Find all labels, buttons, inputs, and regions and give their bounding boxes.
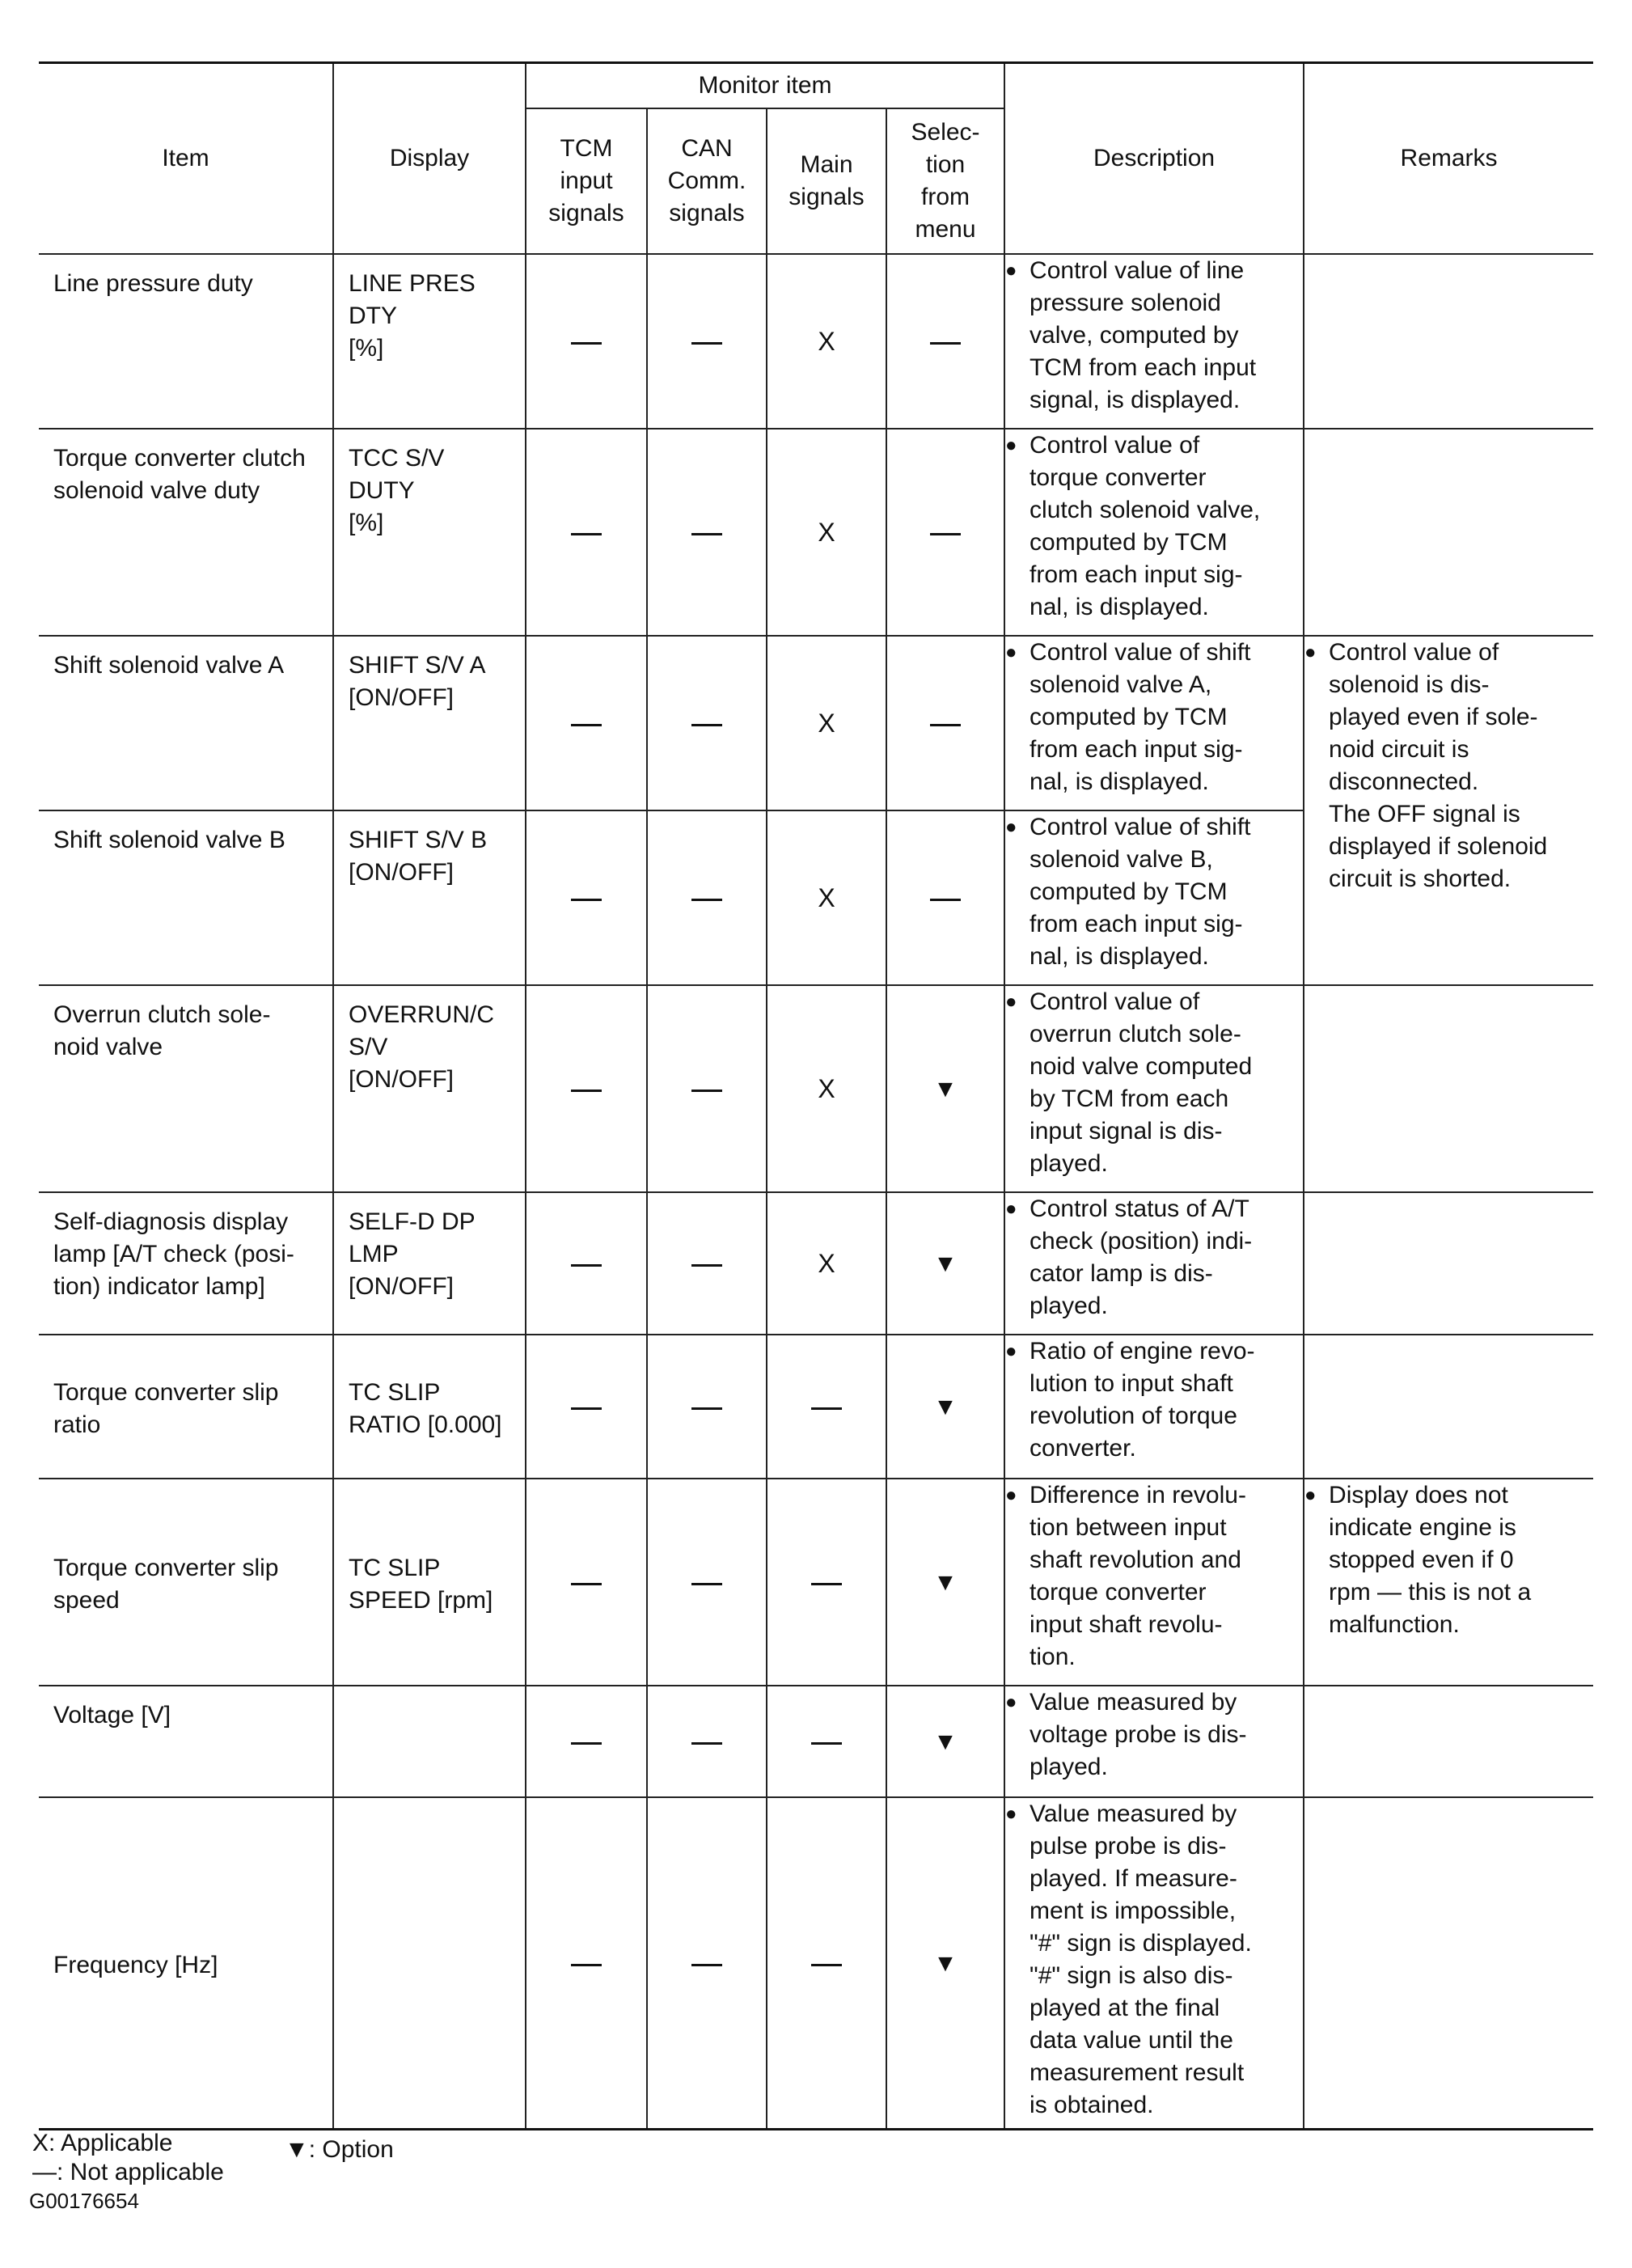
display-text: LINE PRES DTY [%] <box>349 270 476 362</box>
description <box>1005 429 1303 624</box>
item-text: Shift solenoid valve B <box>53 827 285 853</box>
dash-mark <box>811 1964 842 1966</box>
tcm-input-cell <box>526 1686 647 1797</box>
dash-mark <box>571 533 602 535</box>
display-text <box>334 1686 525 1707</box>
display-text: SHIFT S/V A [ON/OFF] <box>349 652 486 711</box>
can-comm-cell <box>647 1335 767 1479</box>
item-text: Torque converter slip ratio <box>53 1379 279 1438</box>
description-text: Ratio of engine revo- lution to input shaft revolution of torque converter. <box>1030 1338 1255 1462</box>
description-cell <box>1004 810 1304 985</box>
option-triangle-icon: ▼ <box>933 1949 958 1977</box>
bullet-icon: ● <box>1005 1484 1017 1506</box>
table-row <box>39 1192 1593 1335</box>
remarks-cell <box>1304 429 1593 636</box>
description <box>1005 1798 1303 2122</box>
item-cell <box>39 985 333 1192</box>
item-cell <box>39 1686 333 1797</box>
bullet-icon: ● <box>1005 434 1017 456</box>
item-cell <box>39 810 333 985</box>
description <box>1005 1479 1303 1673</box>
description-text: Difference in revolu- tion between input shaft revolution and torque converter input shaft revolu- tion. <box>1030 1482 1246 1670</box>
can-comm-cell <box>647 1192 767 1335</box>
bullet-icon: ● <box>1005 641 1017 663</box>
item-cell <box>39 429 333 636</box>
can-comm-cell <box>647 429 767 636</box>
table-body <box>39 254 1593 2129</box>
item-cell <box>39 1479 333 1686</box>
dash-mark <box>691 1407 722 1410</box>
legend-not-applicable: —: Not applicable <box>32 2159 224 2185</box>
selection-menu-cell <box>886 429 1004 636</box>
table-row <box>39 254 1593 429</box>
main-signals-cell <box>767 1335 886 1479</box>
option-triangle-icon: ▼ <box>933 1729 958 1755</box>
remarks-cell <box>1304 1335 1593 1479</box>
dash-mark <box>571 724 602 726</box>
selection-menu-cell <box>886 1335 1004 1479</box>
bullet-icon: ● <box>1005 1340 1017 1362</box>
dash-mark <box>571 1583 602 1585</box>
tcm-input-cell <box>526 429 647 636</box>
applicable-mark: X <box>818 1074 835 1103</box>
item-cell <box>39 254 333 429</box>
header-row <box>39 63 1593 109</box>
bullet-icon: ● <box>1005 1198 1017 1220</box>
item-text: Line pressure duty <box>53 270 253 297</box>
applicable-mark: X <box>818 1249 835 1278</box>
tcm-input-cell <box>526 1192 647 1335</box>
applicable-mark: X <box>818 709 835 738</box>
dash-mark <box>691 724 722 726</box>
selection-menu-cell <box>886 254 1004 429</box>
main-signals-cell <box>767 1686 886 1797</box>
monitor-item-table <box>39 61 1593 2130</box>
remarks <box>1304 1479 1593 1641</box>
dash-mark <box>571 1407 602 1410</box>
display-text: TC SLIP SPEED [rpm] <box>349 1555 493 1614</box>
tcm-input-cell <box>526 636 647 810</box>
dash-mark <box>691 1742 722 1745</box>
description <box>1005 637 1303 798</box>
header-can-comm: CAN Comm. signals <box>647 108 767 254</box>
item-cell <box>39 1335 333 1479</box>
description-cell <box>1004 1797 1304 2129</box>
dash-mark <box>930 724 961 726</box>
main-signals-cell <box>767 1192 886 1335</box>
remarks-cell <box>1304 1192 1593 1335</box>
can-comm-cell <box>647 810 767 985</box>
main-signals-cell <box>767 254 886 429</box>
description <box>1005 986 1303 1180</box>
item-cell <box>39 636 333 810</box>
description-cell <box>1004 1335 1304 1479</box>
selection-menu-cell <box>886 1479 1004 1686</box>
description-cell <box>1004 636 1304 810</box>
display-cell <box>333 810 526 985</box>
header-selection-menu: Selec- tion from menu <box>886 108 1004 254</box>
header-monitor-item: Monitor item <box>526 63 1004 109</box>
dash-mark <box>811 1407 842 1410</box>
header-display: Display <box>333 63 526 255</box>
applicable-mark: X <box>818 327 835 356</box>
header-remarks: Remarks <box>1304 63 1593 255</box>
description-text: Control value of torque converter clutch solenoid valve, computed by TCM from each input sig- nal, is displayed. <box>1030 432 1261 620</box>
description-cell <box>1004 1192 1304 1335</box>
applicable-mark: X <box>818 883 835 912</box>
dash-mark <box>571 1090 602 1092</box>
table-row <box>39 1335 1593 1479</box>
selection-menu-cell <box>886 636 1004 810</box>
description-cell <box>1004 1686 1304 1797</box>
dash-mark <box>691 899 722 901</box>
display-cell <box>333 985 526 1192</box>
remarks-cell <box>1304 985 1593 1192</box>
display-text: OVERRUN/C S/V [ON/OFF] <box>349 1001 495 1093</box>
option-triangle-icon: ▼ <box>933 1250 958 1277</box>
item-cell <box>39 1192 333 1335</box>
header-main-signals: Main signals <box>767 108 886 254</box>
legend-option: ▼: Option <box>285 2136 394 2163</box>
description <box>1005 1335 1303 1465</box>
display-text: SELF-D DP LMP [ON/OFF] <box>349 1208 476 1300</box>
dash-mark <box>691 1090 722 1092</box>
tcm-input-cell <box>526 1479 647 1686</box>
legend-applicable: X: Applicable <box>32 2130 173 2156</box>
remarks-text: Display does not indicate engine is stopped even if 0 rpm — this is not a malfunction. <box>1329 1482 1532 1638</box>
selection-menu-cell <box>886 1192 1004 1335</box>
description-cell <box>1004 985 1304 1192</box>
tcm-input-cell <box>526 985 647 1192</box>
display-cell <box>333 254 526 429</box>
item-text: Self-diagnosis display lamp [A/T check (posi- tion) indicator lamp] <box>53 1208 294 1300</box>
option-triangle-icon: ▼ <box>933 1569 958 1596</box>
bullet-icon: ● <box>1005 991 1017 1013</box>
main-signals-cell <box>767 810 886 985</box>
dash-mark <box>930 533 961 535</box>
remarks-cell <box>1304 1797 1593 2129</box>
dash-mark <box>691 1264 722 1267</box>
dash-mark <box>571 342 602 345</box>
display-text: SHIFT S/V B [ON/OFF] <box>349 827 488 886</box>
item-text: Torque converter slip speed <box>53 1555 279 1614</box>
display-cell <box>333 1686 526 1797</box>
description <box>1005 1193 1303 1322</box>
display-cell <box>333 1335 526 1479</box>
description-text: Value measured by voltage probe is dis- played. <box>1030 1689 1247 1780</box>
can-comm-cell <box>647 1686 767 1797</box>
description-text: Control value of line pressure solenoid valve, computed by TCM from each input signal, is displayed. <box>1030 257 1257 413</box>
remarks-cell <box>1304 1686 1593 1797</box>
dash-mark <box>811 1583 842 1585</box>
dash-mark <box>691 342 722 345</box>
can-comm-cell <box>647 985 767 1192</box>
bullet-icon: ● <box>1005 1691 1017 1713</box>
description-text: Control value of shift solenoid valve A, computed by TCM from each input sig- nal, is displayed. <box>1030 639 1251 795</box>
tcm-input-cell <box>526 1335 647 1479</box>
main-signals-cell <box>767 429 886 636</box>
dash-mark <box>571 1742 602 1745</box>
bullet-icon: ● <box>1304 1484 1317 1506</box>
header-item: Item <box>39 63 333 255</box>
tcm-input-cell <box>526 1797 647 2129</box>
dash-mark <box>811 1742 842 1745</box>
description <box>1005 1686 1303 1784</box>
description-text: Control status of A/T check (position) indi- cator lamp is dis- played. <box>1030 1195 1253 1319</box>
dash-mark <box>571 899 602 901</box>
selection-menu-cell <box>886 810 1004 985</box>
item-text: Voltage [V] <box>53 1702 171 1729</box>
can-comm-cell <box>647 1479 767 1686</box>
table-row <box>39 636 1593 810</box>
display-cell <box>333 1797 526 2129</box>
main-signals-cell <box>767 985 886 1192</box>
bullet-icon: ● <box>1005 816 1017 838</box>
main-signals-cell <box>767 1797 886 2129</box>
can-comm-cell <box>647 254 767 429</box>
main-signals-cell <box>767 1479 886 1686</box>
description-cell <box>1004 429 1304 636</box>
dash-mark <box>691 1964 722 1966</box>
remarks-cell <box>1304 1479 1593 1686</box>
remarks-text: Control value of solenoid is dis- played even if sole- noid circuit is disconnected. The OFF signal is displayed if solenoid circuit is shorted. <box>1329 639 1548 892</box>
description-text: Control value of shift solenoid valve B, computed by TCM from each input sig- nal, is displayed. <box>1030 814 1251 970</box>
dash-mark <box>930 342 961 345</box>
display-cell <box>333 636 526 810</box>
item-text: Shift solenoid valve A <box>53 652 285 679</box>
display-cell <box>333 1479 526 1686</box>
display-cell <box>333 1192 526 1335</box>
bullet-icon: ● <box>1005 1803 1017 1825</box>
description-cell <box>1004 254 1304 429</box>
description-text: Control value of overrun clutch sole- noid valve computed by TCM from each input signal is dis- played. <box>1030 988 1253 1177</box>
tcm-input-cell <box>526 254 647 429</box>
table-row <box>39 985 1593 1192</box>
description <box>1005 811 1303 973</box>
remarks <box>1304 637 1593 895</box>
option-triangle-icon: ▼ <box>933 1076 958 1102</box>
table-row <box>39 429 1593 636</box>
display-text: TCC S/V DUTY [%] <box>349 445 445 536</box>
selection-menu-cell <box>886 985 1004 1192</box>
can-comm-cell <box>647 1797 767 2129</box>
description-text: Value measured by pulse probe is dis- played. If measure- ment is impossible, "#" sign is displayed. "#" sign is also dis- played at the final data value until the measurement result is obtained. <box>1030 1800 1252 2118</box>
item-cell <box>39 1797 333 2129</box>
legend-left <box>32 2129 224 2187</box>
header-description: Description <box>1004 63 1304 255</box>
selection-menu-cell <box>886 1797 1004 2129</box>
display-cell <box>333 429 526 636</box>
applicable-mark: X <box>818 518 835 547</box>
header-tcm-input: TCM input signals <box>526 108 647 254</box>
dash-mark <box>571 1264 602 1267</box>
item-text: Frequency [Hz] <box>53 1951 218 1978</box>
table-row <box>39 1479 1593 1686</box>
display-text: TC SLIP RATIO [0.000] <box>349 1379 502 1438</box>
description-cell <box>1004 1479 1304 1686</box>
table-row <box>39 1797 1593 2129</box>
main-signals-cell <box>767 636 886 810</box>
bullet-icon: ● <box>1005 260 1017 281</box>
selection-menu-cell <box>886 1686 1004 1797</box>
bullet-icon: ● <box>1304 641 1317 663</box>
figure-code: G00176654 <box>29 2189 139 2213</box>
remarks-cell <box>1304 254 1593 429</box>
remarks-cell <box>1304 636 1593 985</box>
dash-mark <box>691 1583 722 1585</box>
dash-mark <box>691 533 722 535</box>
can-comm-cell <box>647 636 767 810</box>
dash-mark <box>571 1964 602 1966</box>
table-row <box>39 1686 1593 1797</box>
dash-mark <box>930 899 961 901</box>
description <box>1005 255 1303 417</box>
display-text <box>334 1953 525 1974</box>
option-triangle-icon: ▼ <box>933 1394 958 1420</box>
tcm-input-cell <box>526 810 647 985</box>
item-text: Torque converter clutch solenoid valve duty <box>53 445 306 504</box>
item-text: Overrun clutch sole- noid valve <box>53 1001 271 1060</box>
